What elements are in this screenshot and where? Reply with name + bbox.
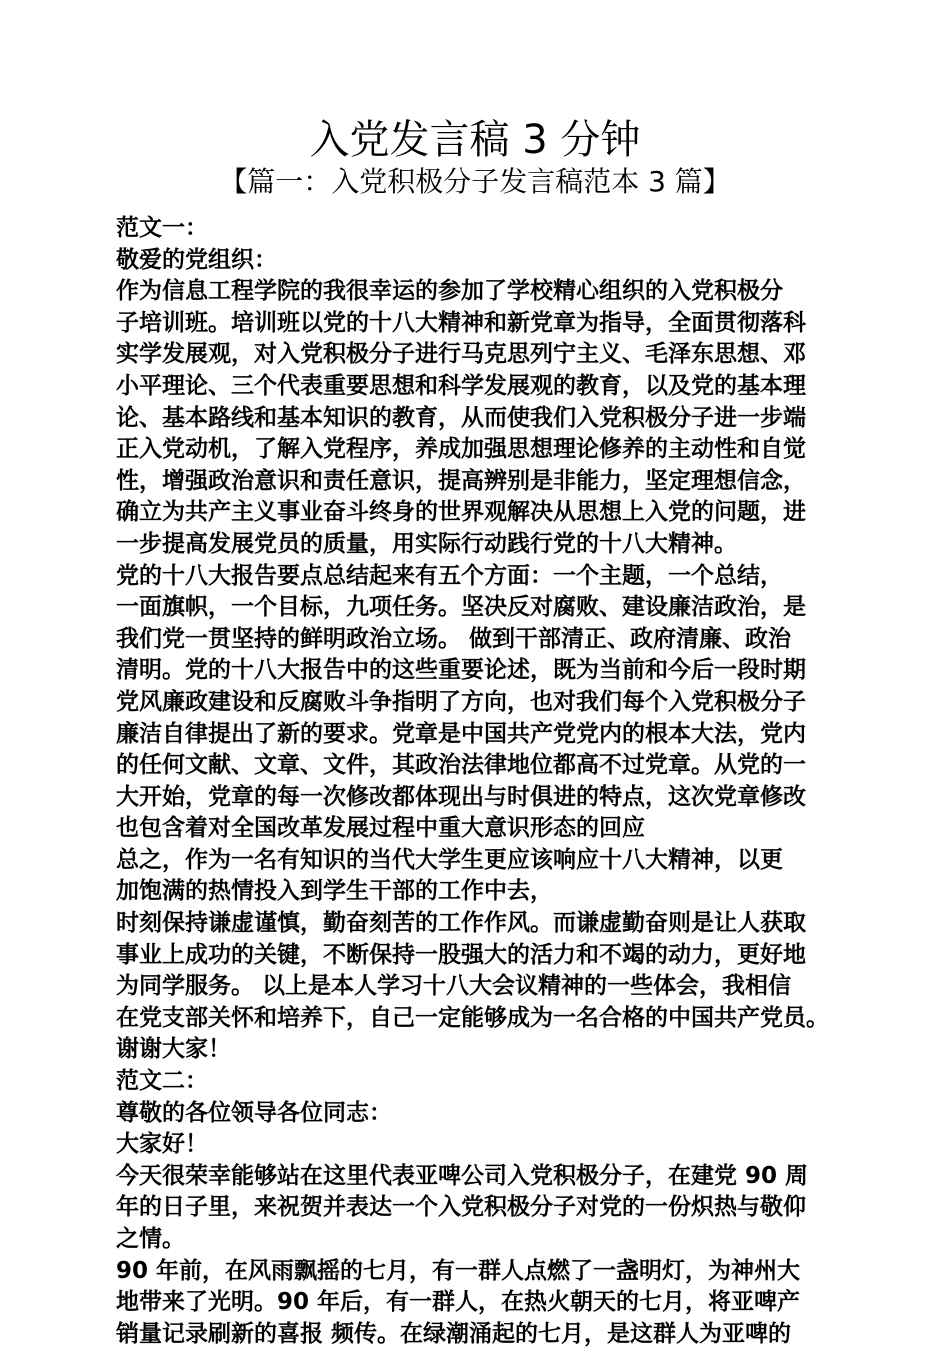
body-line: 一步提高发展党员的质量，用实际行动践行党的十八大精神。 bbox=[116, 530, 737, 557]
body-line: 确立为共产主义事业奋斗终身的世界观解决从思想上入党的问题，进 bbox=[116, 499, 806, 526]
body-line: 为同学服务。 以上是本人学习十八大会议精神的一些体会，我相信 bbox=[116, 973, 792, 1000]
document-title: 入党发言稿 3 分钟 bbox=[309, 117, 641, 163]
body-line: 论、基本路线和基本知识的教育，从而使我们入党积极分子进一步端 bbox=[116, 404, 806, 431]
body-line: 正入党动机，了解入党程序，养成加强思想理论修养的主动性和自觉 bbox=[116, 436, 806, 463]
body-line: 的任何文献、文章、文件，其政治法律地位都高不过党章。从党的一 bbox=[116, 752, 806, 779]
body-line: 作为信息工程学院的我很幸运的参加了学校精心组织的入党积极分 bbox=[116, 278, 783, 305]
body-line: 总之，作为一名有知识的当代大学生更应该响应十八大精神，以更 bbox=[116, 846, 783, 873]
body-line: 也包含着对全国改革发展过程中重大意识形态的回应 bbox=[116, 815, 645, 842]
body-line: 年的日子里，来祝贺并表达一个入党积极分子对党的一份炽热与敬仰 bbox=[116, 1194, 806, 1221]
body-line: 今天很荣幸能够站在这里代表亚啤公司入党积极分子，在建党 90 周 bbox=[116, 1162, 809, 1189]
document-body bbox=[116, 213, 846, 1350]
document-subtitle: 【篇一：入党积极分子发言稿范本 3 篇】 bbox=[219, 165, 731, 198]
body-line: 谢谢大家！ bbox=[116, 1036, 231, 1063]
body-line: 加饱满的热情投入到学生干部的工作中去， bbox=[116, 878, 553, 905]
body-line: 90 年前，在风雨飘摇的七月，有一群人点燃了一盏明灯，为神州大 bbox=[116, 1257, 801, 1284]
body-line: 事业上成功的关键，不断保持一股强大的活力和不竭的动力，更好地 bbox=[116, 941, 806, 968]
body-line: 党风廉政建设和反腐败斗争指明了方向，也对我们每个入党积极分子 bbox=[116, 688, 806, 715]
body-line: 大开始，党章的每一次修改都体现出与时俱进的特点，这次党章修改 bbox=[116, 783, 806, 810]
body-line: 敬爱的党组织： bbox=[116, 246, 277, 273]
body-line: 地带来了光明。90 年后，有一群人，在热火朝天的七月，将亚啤产 bbox=[116, 1289, 801, 1316]
body-line: 范文一： bbox=[116, 215, 208, 241]
body-line: 时刻保持谦虚谨慎，勤奋刻苦的工作作风。而谦虚勤奋则是让人获取 bbox=[116, 910, 806, 937]
body-line: 小平理论、三个代表重要思想和科学发展观的教育，以及党的基本理 bbox=[116, 372, 806, 399]
body-line: 党的十八大报告要点总结起来有五个方面：一个主题，一个总结， bbox=[116, 562, 783, 589]
body-line: 销量记录刷新的喜报 频传。在绿潮涌起的七月，是这群人为亚啤的 bbox=[116, 1320, 792, 1347]
body-line: 子培训班。培训班以党的十八大精神和新党章为指导，全面贯彻落科 bbox=[116, 309, 806, 336]
body-line: 尊敬的各位领导各位同志： bbox=[116, 1099, 392, 1126]
body-line: 范文二： bbox=[116, 1068, 208, 1095]
body-line: 廉洁自律提出了新的要求。党章是中国共产党党内的根本大法，党内 bbox=[116, 720, 806, 747]
body-line: 性，增强政治意识和责任意识，提高辨别是非能力，坚定理想信念， bbox=[116, 467, 806, 494]
body-line: 我们党一贯坚持的鲜明政治立场。 做到干部清正、政府清廉、政治 bbox=[116, 625, 792, 652]
body-line: 一面旗帜，一个目标，九项任务。坚决反对腐败、建设廉洁政治，是 bbox=[116, 594, 806, 621]
body-line: 清明。党的十八大报告中的这些重要论述，既为当前和今后一段时期 bbox=[116, 657, 806, 684]
body-line: 在党支部关怀和培养下，自己一定能够成为一名合格的中国共产党员。 bbox=[116, 1004, 829, 1031]
body-line: 大家好！ bbox=[116, 1131, 208, 1158]
body-line: 之情。 bbox=[116, 1226, 185, 1252]
body-line: 实学发展观，对入党积极分子进行马克思列宁主义、毛泽东思想、邓 bbox=[116, 341, 806, 368]
